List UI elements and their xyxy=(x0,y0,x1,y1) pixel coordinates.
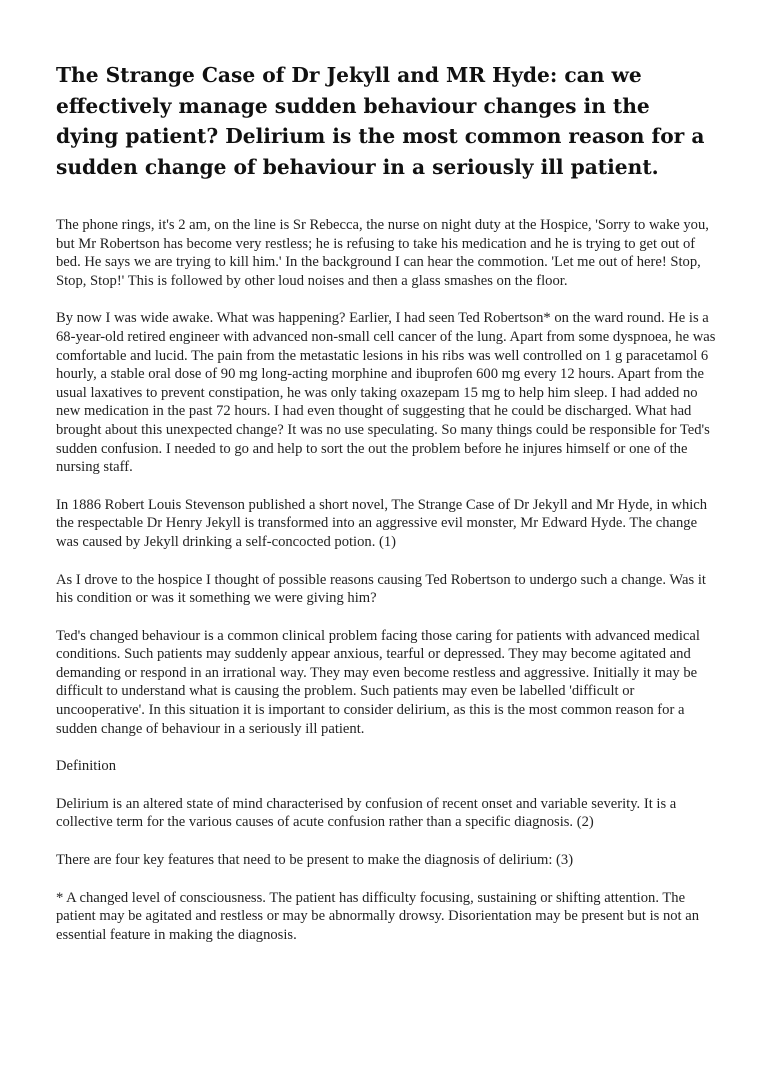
paragraph-delirium-definition: Delirium is an altered state of mind characterised by confusion of recent onset and variable severity. It is a collective term for the various causes of acute confusion rather than a specific diagnosis. (2) xyxy=(56,795,677,831)
paragraph-changed-behaviour: Ted's changed behaviour is a common clinical problem facing those caring for patients with advanced medical conditions. Such patients may suddenly appear anxious, tearful or depressed. They may become agitated and demanding or respond in an irrational way. They may even become restless and aggressive. Initially it may be difficult to understand what is causing the problem. Such patients may even be labelled 'difficult or uncooperative'. In this situation it is important to consider delirium, as this is the most common reason for a sudden change of behaviour in a seriously ill patient. xyxy=(56,627,700,737)
paragraph-key-features: There are four key features that need to be present to make the diagnosis of delirium: (3) xyxy=(56,852,574,869)
paragraph-drive-to-hospice: As I drove to the hospice I thought of possible reasons causing Ted Robertson to undergo such a change. Was it his condition or was it something we were giving him? xyxy=(56,571,706,607)
paragraph-phone-call: The phone rings, it's 2 am, on the line is Sr Rebecca, the nurse on night duty at the Hospice, 'Sorry to wake you, but Mr Robertson has become very restless; he is refusing to take his medication and he is trying to get out of bed. He says we are trying to kill him.' In the background I can hear the commotion. 'Let me out of here! Stop, Stop, Stop!' This is followed by other loud noises and then a glass smashes on the floor. xyxy=(56,217,709,289)
list-item-consciousness: * A changed level of consciousness. The patient has difficulty focusing, sustaining or shifting attention. The patient may be agitated and restless or may be abnormally drowsy. Disorientation may be present but is not an essential feature in making the diagnosis. xyxy=(56,889,700,943)
paragraph-stevenson-novel: In 1886 Robert Louis Stevenson published a short novel, The Strange Case of Dr Jekyll and Mr Hyde, in which the respectable Dr Henry Jekyll is transformed into an aggressive evil monster, Mr Edward Hyde. The change was caused by Jekyll drinking a self-concocted potion. (1) xyxy=(56,496,708,550)
document-title: The Strange Case of Dr Jekyll and MR Hyde: can we effectively manage sudden behaviour changes in the dying patient? Delirium is the most common reason for a sudden change of behaviour in a seriously ill patient. xyxy=(56,63,705,179)
paragraph-patient-history: By now I was wide awake. What was happening? Earlier, I had seen Ted Robertson* on the ward round. He is a 68-year-old retired engineer with advanced non-small cell cancer of the lung. Apart from some dyspnoea, he was comfortable and lucid. The pain from the metastatic lesions in his ribs was well controlled on 1 g paracetamol 6 hourly, a stable oral dose of 90 mg long-acting morphine and ibuprofen 600 mg every 12 hours. Apart from the usual laxatives to prevent constipation, he was only taking oxazepam 15 mg to help him sleep. I had added no new medication in the past 72 hours. I had even thought of suggesting that he could be discharged. What had brought about this unexpected change? It was no use speculating. So many things could be responsible for Ted's sudden confusion. I needed to go and help to sort the out the problem before he injures himself or one of the nursing staff. xyxy=(56,310,716,476)
section-heading-definition: Definition xyxy=(56,758,116,775)
document-page xyxy=(56,60,716,963)
